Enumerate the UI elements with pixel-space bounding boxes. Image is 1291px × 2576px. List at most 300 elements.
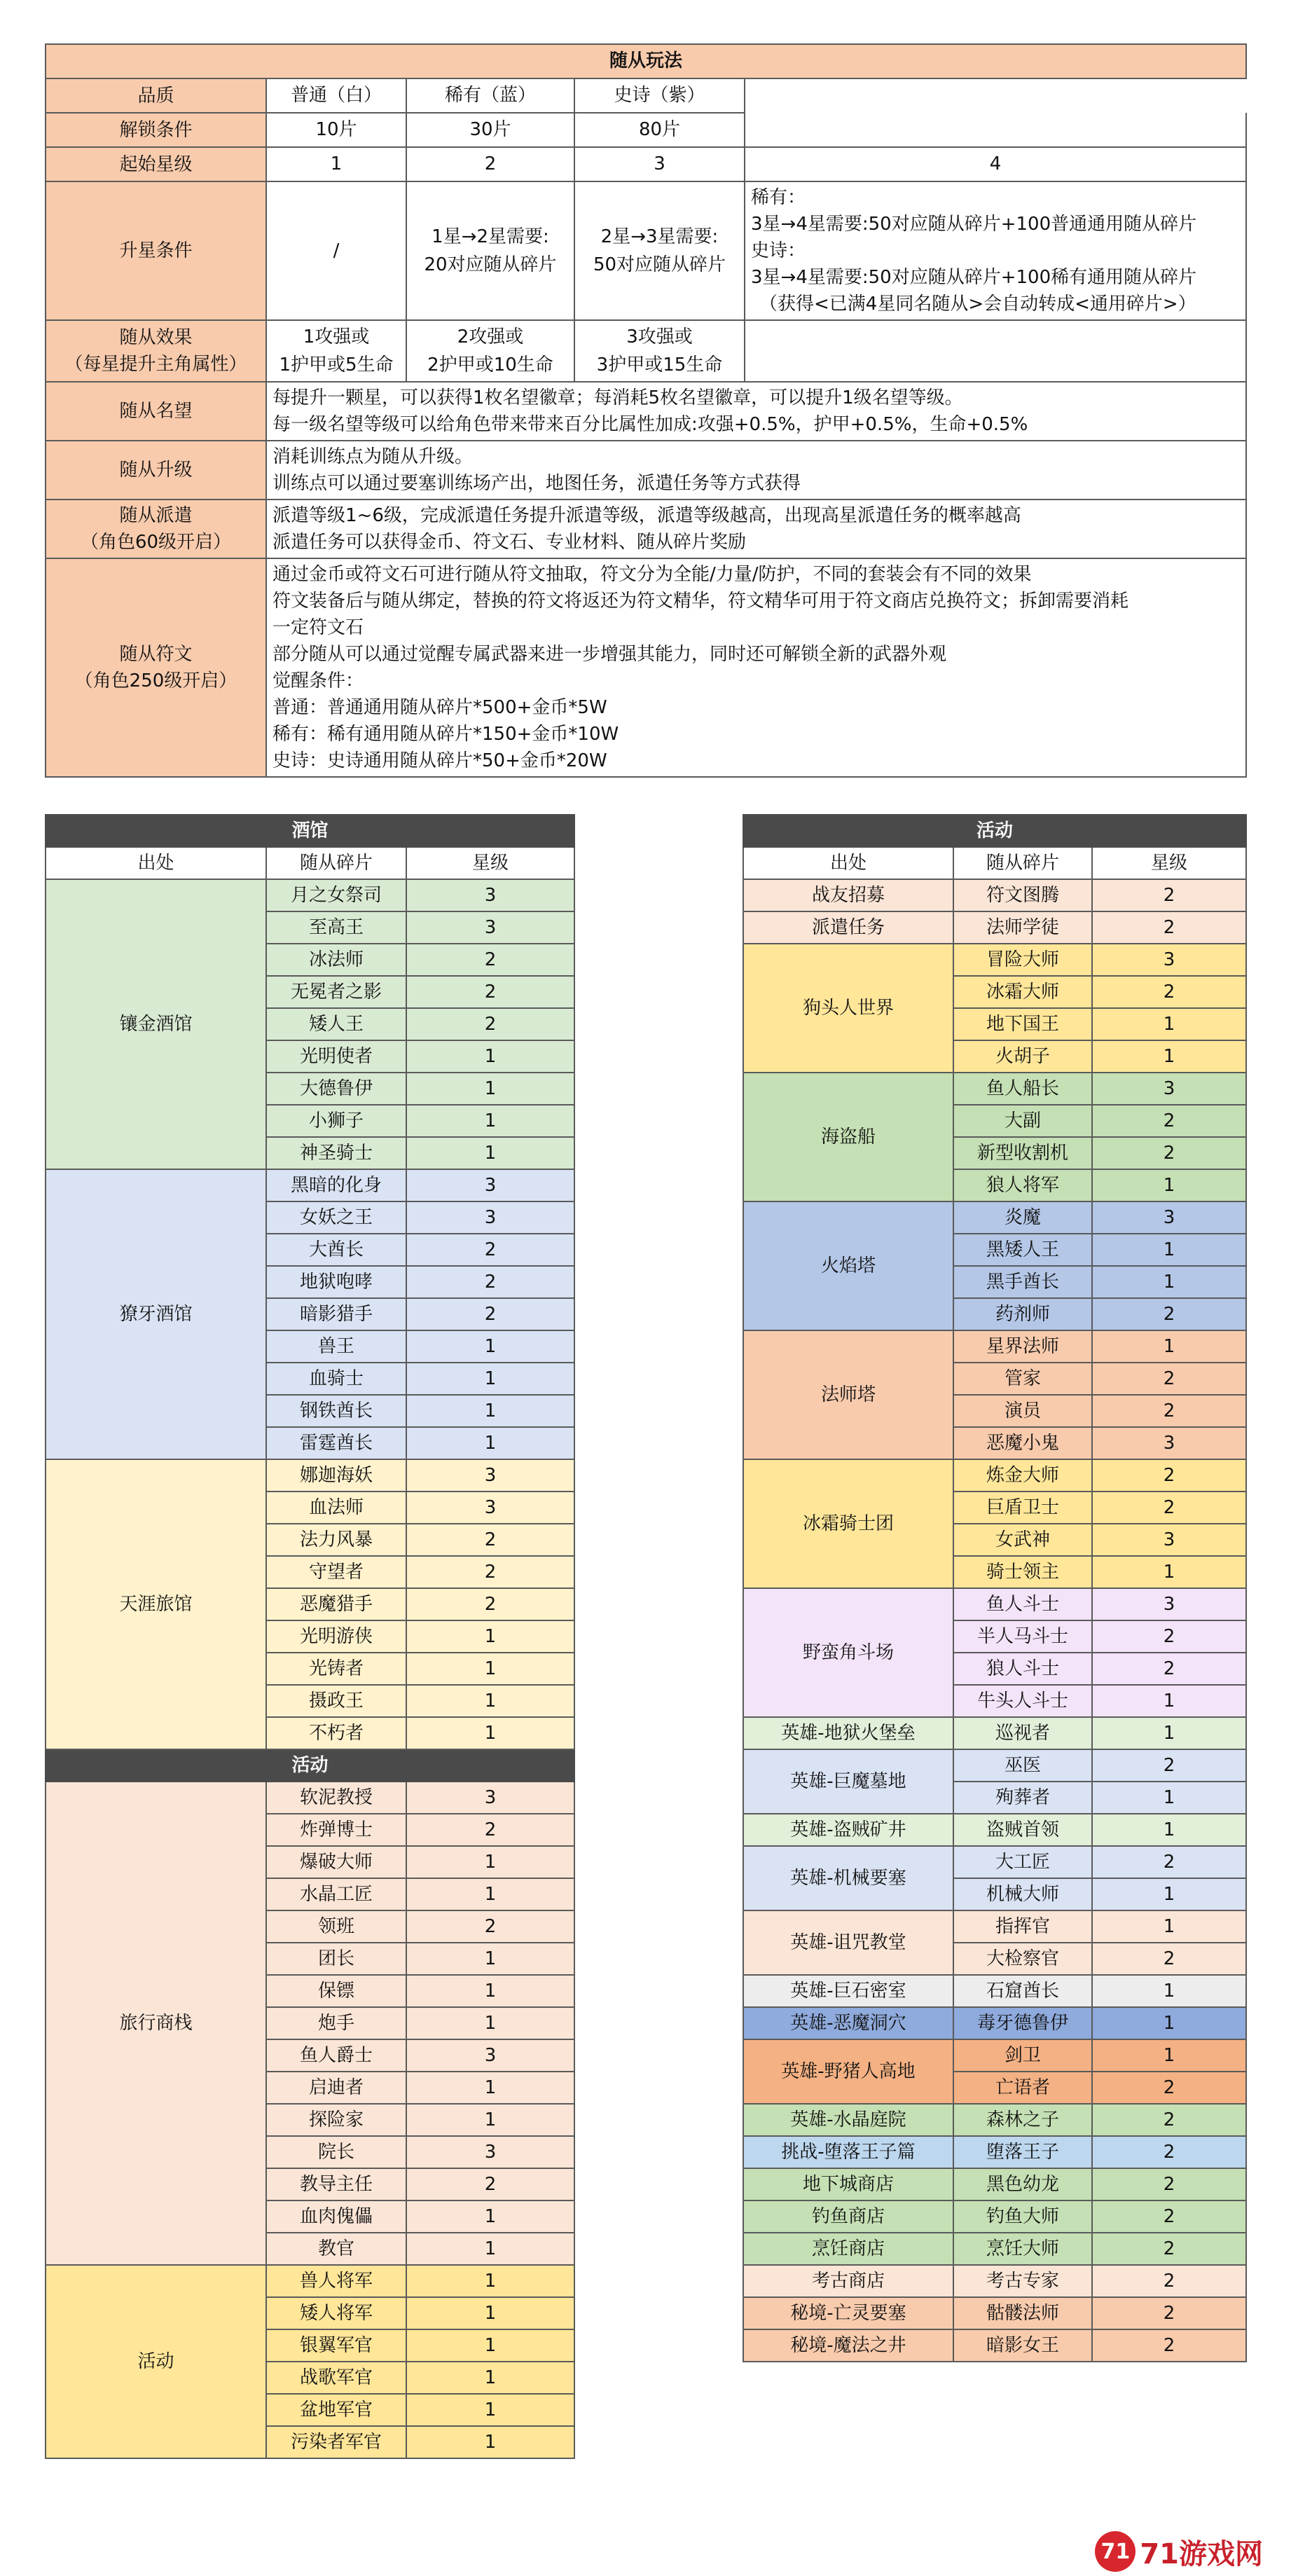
source-cell: 钓鱼商店 [743, 2200, 953, 2233]
companion-name: 指挥官 [953, 1910, 1092, 1943]
companion-name: 炸弹博士 [266, 1814, 406, 1846]
companion-name: 冰法师 [266, 944, 406, 976]
star-level: 3 [1092, 1588, 1246, 1620]
companion-name: 剑卫 [953, 2039, 1092, 2072]
tavern-header-companion: 随从碎片 [266, 847, 406, 879]
star-level: 1 [406, 2265, 574, 2297]
rune-label: 随从符文 （角色250级开启） [46, 558, 266, 777]
tavern-title: 酒馆 [46, 815, 574, 847]
star-level: 2 [1092, 2072, 1246, 2104]
fame-label: 随从名望 [46, 382, 266, 441]
source-cell: 海盗船 [743, 1073, 953, 1201]
companion-name: 鱼人船长 [953, 1073, 1092, 1105]
source-cell: 旅行商栈 [46, 1782, 266, 2265]
companion-name: 恶魔小鬼 [953, 1427, 1092, 1459]
star-level: 1 [406, 1363, 574, 1395]
companion-name: 巫医 [953, 1749, 1092, 1782]
table-row [46, 879, 574, 911]
companion-name: 骷髅法师 [953, 2297, 1092, 2329]
dispatch-text: 派遣等级1~6级，完成派遣任务提升派遣等级，派遣等级越高，出现高星派遣任务的概率越高 派遣任务可以获得金币、符文石、专业材料、随从碎片奖励 [266, 500, 1246, 558]
companion-name: 毒牙德鲁伊 [953, 2007, 1092, 2039]
star-level: 2 [406, 1234, 574, 1266]
star-level: 3 [406, 1492, 574, 1524]
star-level: 1 [406, 1073, 574, 1105]
star-level: 3 [1092, 1524, 1246, 1556]
star-level: 2 [1092, 2200, 1246, 2233]
table-row [743, 2136, 1246, 2168]
companion-name: 堕落王子 [953, 2136, 1092, 2168]
star-level: 1 [1092, 1330, 1246, 1363]
event-source-table [743, 814, 1247, 2362]
companion-name: 地狱咆哮 [266, 1266, 406, 1298]
companion-name: 领班 [266, 1910, 406, 1943]
effect-epic: 3攻强或 3护甲或15生命 [574, 320, 745, 382]
companion-name: 污染者军官 [266, 2426, 406, 2458]
companion-name: 团长 [266, 1943, 406, 1975]
upgrade-common: / [266, 181, 406, 320]
unlock-label: 解锁条件 [46, 113, 266, 147]
tavern-source-table [45, 814, 575, 2459]
companion-name: 血肉傀儡 [266, 2200, 406, 2233]
companion-name: 月之女祭司 [266, 879, 406, 911]
site-name: 71游戏网 [1140, 2537, 1263, 2570]
source-cell: 獠牙酒馆 [46, 1169, 266, 1459]
table-row [743, 1201, 1246, 1234]
quality-label: 品质 [46, 78, 266, 113]
companion-name: 兽王 [266, 1330, 406, 1363]
table-row [743, 2297, 1246, 2329]
companion-name: 钢铁酋长 [266, 1395, 406, 1427]
companion-name: 黑手酋长 [953, 1266, 1092, 1298]
companion-name: 大工匠 [953, 1846, 1092, 1878]
effect-common: 1攻强或 1护甲或5生命 [266, 320, 406, 382]
companion-name: 管家 [953, 1363, 1092, 1395]
companion-name: 狼人将军 [953, 1169, 1092, 1201]
star-level: 1 [406, 2426, 574, 2458]
star-level: 1 [1092, 1169, 1246, 1201]
star-level: 2 [406, 944, 574, 976]
table-row [743, 1459, 1246, 1492]
companion-name: 烹饪大师 [953, 2233, 1092, 2265]
companion-name: 星界法师 [953, 1330, 1092, 1363]
companion-name: 至高王 [266, 911, 406, 944]
table-row [743, 1910, 1246, 1943]
star-level: 2 [406, 2168, 574, 2200]
companion-name: 光明游侠 [266, 1620, 406, 1653]
companion-name: 火胡子 [953, 1040, 1092, 1073]
star-level: 2 [406, 1266, 574, 1298]
star-level: 1 [406, 1975, 574, 2007]
star-level: 3 [406, 1459, 574, 1492]
star-level: 1 [406, 1685, 574, 1717]
companion-name: 神圣骑士 [266, 1137, 406, 1169]
source-cell: 英雄-巨石密室 [743, 1975, 953, 2007]
companion-name: 暗影女王 [953, 2329, 1092, 2362]
companion-name: 矮人将军 [266, 2297, 406, 2329]
star-level: 1 [406, 2329, 574, 2362]
star-max: 4 [745, 147, 1246, 181]
companion-name: 法师学徒 [953, 911, 1092, 944]
rune-row [46, 558, 1246, 777]
companion-name: 黑矮人王 [953, 1234, 1092, 1266]
event-header-star: 星级 [1092, 847, 1246, 879]
star-level: 1 [1092, 1814, 1246, 1846]
star-level: 1 [1092, 1717, 1246, 1749]
star-level: 2 [1092, 2168, 1246, 2200]
source-cell: 考古商店 [743, 2265, 953, 2297]
upgrade-label: 升星条件 [46, 181, 266, 320]
companion-name: 法力风暴 [266, 1524, 406, 1556]
table-row [743, 1814, 1246, 1846]
star-level: 2 [406, 976, 574, 1008]
companion-name: 冒险大师 [953, 944, 1092, 976]
companion-name: 小狮子 [266, 1105, 406, 1137]
left-event-title-row [46, 1749, 574, 1782]
site-watermark [1095, 2531, 1263, 2572]
star-level: 1 [406, 1620, 574, 1653]
source-cell: 英雄-野猪人高地 [743, 2039, 953, 2104]
companion-name: 女妖之王 [266, 1201, 406, 1234]
companion-name: 光明使者 [266, 1040, 406, 1073]
dispatch-row [46, 500, 1246, 558]
companion-name: 炼金大师 [953, 1459, 1092, 1492]
table-row [743, 2104, 1246, 2136]
star-level: 1 [406, 2007, 574, 2039]
effect-row [46, 320, 1246, 382]
companion-name: 新型收割机 [953, 1137, 1092, 1169]
star-level: 2 [406, 1524, 574, 1556]
star-level: 2 [1092, 879, 1246, 911]
site-logo-icon: 71 [1095, 2531, 1135, 2572]
star-epic: 3 [574, 147, 745, 181]
companion-name: 暗影猎手 [266, 1298, 406, 1330]
star-row [46, 147, 1246, 181]
star-level: 2 [1092, 1105, 1246, 1137]
companion-name: 牛头人斗士 [953, 1685, 1092, 1717]
table-row [743, 2329, 1246, 2362]
star-level: 1 [1092, 1234, 1246, 1266]
fame-row [46, 382, 1246, 441]
fame-text: 每提升一颗星，可以获得1枚名望徽章；每消耗5枚名望徽章，可以提升1级名望等级。 每一级名望等级可以给角色带来带来百分比属性加成:攻强+0.5%，护甲+0.5%，生命+0.5% [266, 382, 1246, 441]
star-level: 2 [1092, 1363, 1246, 1395]
companion-name: 半人马斗士 [953, 1620, 1092, 1653]
star-level: 3 [406, 2039, 574, 2072]
table-row [743, 2007, 1246, 2039]
star-level: 1 [406, 2297, 574, 2329]
table-row [743, 1717, 1246, 1749]
companion-name: 炮手 [266, 2007, 406, 2039]
star-level: 1 [1092, 2007, 1246, 2039]
table-row [743, 1588, 1246, 1620]
source-cell: 烹饪商店 [743, 2233, 953, 2265]
table-row [743, 1073, 1246, 1105]
star-level: 1 [1092, 1975, 1246, 2007]
source-cell: 野蛮角斗场 [743, 1588, 953, 1717]
companion-name: 狼人斗士 [953, 1653, 1092, 1685]
companion-name: 钓鱼大师 [953, 2200, 1092, 2233]
companion-name: 符文图腾 [953, 879, 1092, 911]
unlock-common: 10片 [266, 113, 406, 147]
companion-name: 战歌军官 [266, 2362, 406, 2394]
companion-name: 黑色幼龙 [953, 2168, 1092, 2200]
quality-epic: 史诗（紫） [574, 78, 745, 113]
rune-text: 通过金币或符文石可进行随从符文抽取，符文分为全能/力量/防护，不同的套装会有不同的效果 符文装备后与随从绑定，替换的符文将返还为符文精华，符文精华可用于符文商店兑换符文；拆卸需要消耗 一定符文石 部分随从可以通过觉醒专属武器来进一步增强其能力，同时还可解锁全新的武器外观 觉醒条件： 普通：普通通用随从碎片*500+金币*5W 稀有：稀有通用随从碎片*150+金币*10W 史诗：史诗通用随从碎片*50+金币*20W [266, 558, 1246, 777]
star-level: 2 [1092, 1943, 1246, 1975]
rules-title-row [46, 44, 1246, 78]
companion-name: 摄政王 [266, 1685, 406, 1717]
dispatch-label: 随从派遣 （角色60级开启） [46, 500, 266, 558]
quality-rare: 稀有（蓝） [406, 78, 574, 113]
star-level: 2 [406, 1298, 574, 1330]
star-level: 2 [1092, 976, 1246, 1008]
star-level: 2 [1092, 1395, 1246, 1427]
star-level: 1 [406, 1846, 574, 1878]
source-cell: 法师塔 [743, 1330, 953, 1459]
event-column-headers [743, 847, 1246, 879]
source-cell: 地下城商店 [743, 2168, 953, 2200]
star-rare: 2 [406, 147, 574, 181]
tavern-column-headers [46, 847, 574, 879]
quality-common: 普通（白） [266, 78, 406, 113]
left-event-title: 活动 [46, 1749, 574, 1782]
companion-name: 院长 [266, 2136, 406, 2168]
upgrade-row [46, 181, 1246, 320]
star-level: 2 [1092, 2233, 1246, 2265]
companion-name: 探险家 [266, 2104, 406, 2136]
companion-name: 兽人将军 [266, 2265, 406, 2297]
star-level: 1 [406, 1878, 574, 1910]
star-level: 1 [406, 2072, 574, 2104]
companion-name: 教官 [266, 2233, 406, 2265]
companion-name: 大副 [953, 1105, 1092, 1137]
star-level: 2 [1092, 911, 1246, 944]
companion-name: 演员 [953, 1395, 1092, 1427]
star-level: 2 [1092, 2104, 1246, 2136]
companion-name: 巡视者 [953, 1717, 1092, 1749]
star-level: 3 [1092, 1427, 1246, 1459]
companion-name: 骑士领主 [953, 1556, 1092, 1588]
star-level: 2 [1092, 2297, 1246, 2329]
star-level: 1 [406, 1330, 574, 1363]
table-row [743, 2265, 1246, 2297]
companion-name: 保镖 [266, 1975, 406, 2007]
table-row [46, 1169, 574, 1201]
levelup-text: 消耗训练点为随从升级。 训练点可以通过要塞训练场产出，地图任务，派遣任务等方式获得 [266, 441, 1246, 500]
source-cell: 英雄-巨魔墓地 [743, 1749, 953, 1814]
companion-name: 无冕者之影 [266, 976, 406, 1008]
tavern-header-source: 出处 [46, 847, 266, 879]
star-level: 2 [406, 1556, 574, 1588]
star-level: 2 [1092, 2329, 1246, 2362]
star-level: 2 [1092, 1298, 1246, 1330]
star-common: 1 [266, 147, 406, 181]
effect-rare: 2攻强或 2护甲或10生命 [406, 320, 574, 382]
companion-name: 娜迦海妖 [266, 1459, 406, 1492]
companion-name: 殉葬者 [953, 1782, 1092, 1814]
source-cell: 英雄-水晶庭院 [743, 2104, 953, 2136]
star-level: 2 [406, 1008, 574, 1040]
companion-name: 药剂师 [953, 1298, 1092, 1330]
star-label: 起始星级 [46, 147, 266, 181]
unlock-row [46, 113, 1246, 147]
companion-name: 爆破大师 [266, 1846, 406, 1878]
star-level: 2 [1092, 1653, 1246, 1685]
effect-label: 随从效果 （每星提升主角属性） [46, 320, 266, 382]
companion-name: 银翼军官 [266, 2329, 406, 2362]
companion-name: 女武神 [953, 1524, 1092, 1556]
star-level: 1 [406, 1717, 574, 1749]
levelup-label: 随从升级 [46, 441, 266, 500]
star-level: 1 [406, 1105, 574, 1137]
companion-name: 血法师 [266, 1492, 406, 1524]
star-level: 1 [1092, 1040, 1246, 1073]
star-level: 1 [1092, 1782, 1246, 1814]
tavern-title-row [46, 815, 574, 847]
companion-name: 不朽者 [266, 1717, 406, 1749]
star-level: 3 [406, 2136, 574, 2168]
table-row [743, 2168, 1246, 2200]
companion-name: 光铸者 [266, 1653, 406, 1685]
companion-name: 亡语者 [953, 2072, 1092, 2104]
unlock-epic: 80片 [574, 113, 745, 147]
tavern-header-star: 星级 [406, 847, 574, 879]
table-row [743, 2200, 1246, 2233]
unlock-rare: 30片 [406, 113, 574, 147]
companion-name: 血骑士 [266, 1363, 406, 1395]
star-level: 3 [1092, 1073, 1246, 1105]
companion-name: 矮人王 [266, 1008, 406, 1040]
source-cell: 冰霜骑士团 [743, 1459, 953, 1588]
star-level: 2 [1092, 1846, 1246, 1878]
companion-name: 石窟酋长 [953, 1975, 1092, 2007]
companion-name: 森林之子 [953, 2104, 1092, 2136]
star-level: 3 [406, 1201, 574, 1234]
table-row [743, 1330, 1246, 1363]
star-level: 1 [1092, 1556, 1246, 1588]
source-cell: 天涯旅馆 [46, 1459, 266, 1749]
table-row [46, 1459, 574, 1492]
companion-name: 大检察官 [953, 1943, 1092, 1975]
table-row [743, 1749, 1246, 1782]
event-header-companion: 随从碎片 [953, 847, 1092, 879]
source-cell: 挑战-堕落王子篇 [743, 2136, 953, 2168]
rules-title: 随从玩法 [46, 44, 1246, 78]
table-row [743, 944, 1246, 976]
table-row [743, 2039, 1246, 2072]
source-cell: 秘境-魔法之井 [743, 2329, 953, 2362]
source-cell: 秘境-亡灵要塞 [743, 2297, 953, 2329]
star-level: 1 [406, 1040, 574, 1073]
source-cell: 狗头人世界 [743, 944, 953, 1073]
star-level: 3 [1092, 944, 1246, 976]
event-header-source: 出处 [743, 847, 953, 879]
companion-name: 教导主任 [266, 2168, 406, 2200]
star-level: 3 [1092, 1201, 1246, 1234]
star-level: 2 [1092, 1459, 1246, 1492]
source-cell: 镶金酒馆 [46, 879, 266, 1169]
companion-name: 水晶工匠 [266, 1878, 406, 1910]
star-level: 1 [406, 2104, 574, 2136]
star-level: 2 [406, 1910, 574, 1943]
star-level: 1 [406, 1427, 574, 1459]
star-level: 1 [406, 2233, 574, 2265]
source-cell: 活动 [46, 2265, 266, 2458]
companion-name: 大德鲁伊 [266, 1073, 406, 1105]
table-row [46, 1782, 574, 1814]
companion-name: 机械大师 [953, 1878, 1092, 1910]
star-level: 1 [1092, 1910, 1246, 1943]
table-row [743, 1846, 1246, 1878]
star-level: 1 [406, 1653, 574, 1685]
companion-name: 恶魔猎手 [266, 1588, 406, 1620]
levelup-row [46, 441, 1246, 500]
companion-name: 巨盾卫士 [953, 1492, 1092, 1524]
star-level: 1 [1092, 1266, 1246, 1298]
star-level: 1 [406, 1943, 574, 1975]
source-cell: 英雄-恶魔洞穴 [743, 2007, 953, 2039]
star-level: 1 [1092, 1878, 1246, 1910]
star-level: 2 [1092, 1620, 1246, 1653]
upgrade-rare: 1星→2星需要: 20对应随从碎片 [406, 181, 574, 320]
star-level: 2 [1092, 1137, 1246, 1169]
event-title: 活动 [743, 815, 1246, 847]
table-row [743, 1975, 1246, 2007]
star-level: 2 [1092, 2136, 1246, 2168]
companion-name: 盗贼首领 [953, 1814, 1092, 1846]
companion-name: 地下国王 [953, 1008, 1092, 1040]
source-cell: 火焰塔 [743, 1201, 953, 1330]
companion-name: 大酋长 [266, 1234, 406, 1266]
companion-name: 鱼人斗士 [953, 1588, 1092, 1620]
star-level: 2 [1092, 2265, 1246, 2297]
star-level: 2 [406, 1814, 574, 1846]
source-cell: 英雄-诅咒教堂 [743, 1910, 953, 1975]
star-level: 3 [406, 1169, 574, 1201]
star-level: 3 [406, 1782, 574, 1814]
source-cell: 英雄-地狱火堡垒 [743, 1717, 953, 1749]
star-level: 1 [406, 2362, 574, 2394]
quality-row [46, 78, 1246, 113]
star-level: 1 [406, 1137, 574, 1169]
companion-name: 冰霜大师 [953, 976, 1092, 1008]
companion-name: 守望者 [266, 1556, 406, 1588]
star-level: 2 [406, 1588, 574, 1620]
companion-name: 软泥教授 [266, 1782, 406, 1814]
companion-name: 黑暗的化身 [266, 1169, 406, 1201]
companion-name: 启迪者 [266, 2072, 406, 2104]
upgrade-epic: 2星→3星需要: 50对应随从碎片 [574, 181, 745, 320]
upgrade-max: 稀有： 3星→4星需要:50对应随从碎片+100普通通用随从碎片 史诗： 3星→4星需要:50对应随从碎片+100稀有通用随从碎片 （获得<已满4星同名随从>会自动转成<通用碎片>） [745, 181, 1246, 320]
event-title-row [743, 815, 1246, 847]
table-row [743, 2233, 1246, 2265]
star-level: 2 [1092, 1749, 1246, 1782]
star-level: 1 [406, 2200, 574, 2233]
source-cell: 战友招募 [743, 879, 953, 911]
star-level: 2 [1092, 1492, 1246, 1524]
companion-name: 考古专家 [953, 2265, 1092, 2297]
source-cell: 英雄-机械要塞 [743, 1846, 953, 1910]
star-level: 1 [406, 2394, 574, 2426]
source-cell: 派遣任务 [743, 911, 953, 944]
source-cell: 英雄-盗贼矿井 [743, 1814, 953, 1846]
star-level: 1 [1092, 1008, 1246, 1040]
table-row [46, 2265, 574, 2297]
star-level: 1 [1092, 2039, 1246, 2072]
companion-rules-table [45, 43, 1247, 778]
table-row [743, 911, 1246, 944]
companion-name: 盆地军官 [266, 2394, 406, 2426]
star-level: 3 [406, 879, 574, 911]
